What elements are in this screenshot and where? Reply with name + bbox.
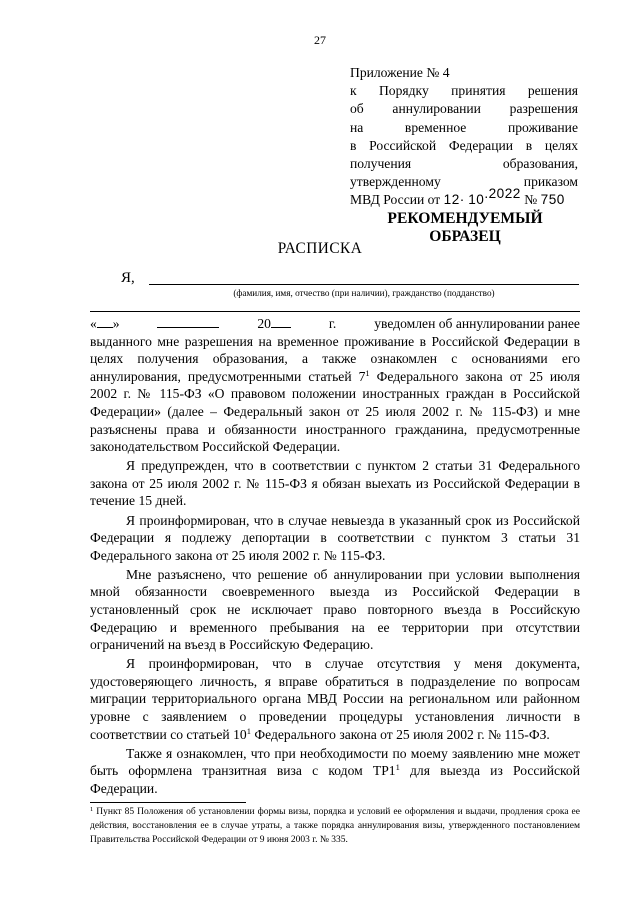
declarant-name-field-continued[interactable]	[90, 311, 580, 312]
footnote-reference: 1	[395, 762, 400, 773]
order-number: 750	[540, 192, 565, 208]
paragraph-identity-procedure: Я проинформирован, что в случае отсутствия у меня документа, удостоверяющего личность, я вправе обратиться в подразделение по вопросам миграции территориального органа МВД России на региональном или районном уровне с заявлением о проведении процедуры установления личности в соответствии со статьей $10^1$ Федерального закона от 25 июля 2002 г. № 115-ФЗ.	[90, 656, 580, 742]
appendix-line: в Российской Федерации в целях	[350, 137, 578, 153]
appendix-line: утвержденному приказом	[350, 174, 578, 190]
receipt-title: РАСПИСКА	[277, 240, 363, 257]
appendix-header	[350, 64, 578, 210]
receipt-body	[90, 314, 580, 798]
page-number: 27	[314, 33, 326, 47]
footnote-marker: 1	[90, 806, 94, 813]
declarant-caption: (фамилия, имя, отчество (при наличии), гражданство (подданство)	[233, 288, 495, 298]
paragraph-deportation-warning: Я проинформирован, что в случае невыезда в указанный срок из Российской Федерации я подлежу депортации в соответствии с пунктом 3 статьи 31 Федерального закона от 25 июля 2002 г. № 115-ФЗ.	[90, 512, 580, 563]
first-line-text: уведомлен об аннулировании ранее	[374, 316, 580, 331]
appendix-title: Приложение № 4	[350, 65, 450, 80]
order-date-month: 10	[468, 192, 485, 208]
order-date-day: 12	[443, 192, 460, 208]
order-prefix: МВД России от	[350, 192, 441, 208]
year-suffix: г.	[328, 316, 337, 331]
footnote-separator	[90, 802, 246, 803]
order-reference: МВД России от 12· 10.2022 № 750	[350, 186, 565, 208]
paragraph-transit-visa: Также я ознакомлен, что при необходимости по моему заявлению мне может быть оформлена транзитная виза с кодом $ТР1^1$ для выезда из Российской Федерации.	[90, 745, 580, 796]
footnote-text: Пункт 85 Положения об установлении формы визы, порядка и условий ее оформления и выдачи, продления срока ее действия, восстановления ее в случае утраты, а также порядка аннулирования визы, утвержденного постановлением Правительства Российской Федерации от 9 июня 2003 г. № 335.	[90, 807, 580, 845]
superscript: 1	[246, 725, 251, 736]
date-day-field: « »	[90, 316, 120, 331]
declarant-prefix: Я,	[121, 270, 135, 286]
appendix-line: к Порядку принятия решения	[350, 83, 578, 99]
appendix-line: на временное проживание	[350, 119, 578, 135]
date-month-field[interactable]	[157, 314, 219, 328]
date-line	[90, 314, 580, 333]
appendix-line: об аннулировании разрешения	[350, 101, 578, 117]
order-date-year: .2022	[484, 186, 521, 202]
date-year-field: 20	[257, 314, 291, 333]
superscript: 1	[365, 367, 370, 378]
paragraph-reentry-right: Мне разъяснено, что решение об аннулировании при условии выполнения мной обязанности своевременного выезда из Российской Федерации в установленный срок не исключает право повторного въезда в Российскую Федерацию и временного пребывания на ее территории при отсутствии ограничений на въезд в Российскую Федерацию.	[90, 566, 580, 653]
number-sign: №	[524, 192, 538, 208]
appendix-line: получения образования,	[350, 156, 578, 172]
paragraph-departure-warning: Я предупрежден, что в соответствии с пунктом 2 статьи 31 Федерального закона от 25 июля 2002 г. № 115-ФЗ я обязан выехать из Российской Федерации в течение 15 дней.	[90, 458, 580, 509]
declarant-name-field[interactable]	[149, 284, 579, 285]
sample-heading: РЕКОМЕНДУЕМЫЙ ОБРАЗЕЦ	[387, 210, 543, 245]
paragraph-notification: выданного мне разрешения на временное проживание в Российской Федерации в целях получения образования, а также ознакомлен с основаниями его аннулирования, предусмотренными статьей $7^1$ Федерального закона от 25 июля 2002 г. № 115-ФЗ «О правовом положении иностранных граждан в Российской Федерации» (далее – Федеральный закон от 25 июля 2002 г. № 115-ФЗ) и мне разъяснены права и обязанности иностранного гражданина, предусмотренные законодательством Российской Федерации.	[90, 333, 580, 455]
footnote	[90, 806, 580, 847]
